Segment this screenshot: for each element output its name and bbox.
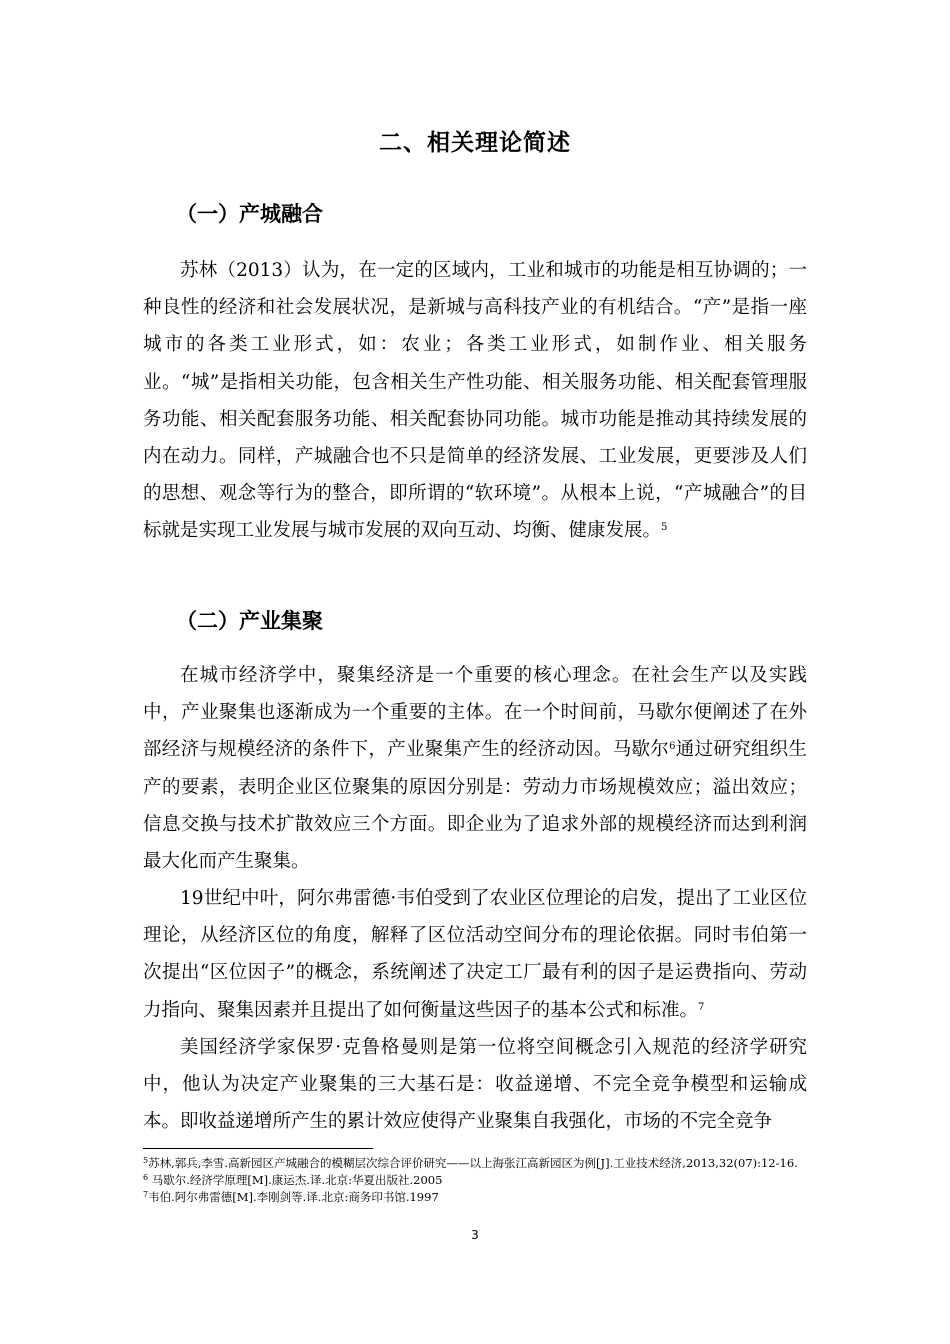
footnotes xyxy=(143,1155,807,1206)
footnote xyxy=(143,1172,807,1189)
footnote-ref[interactable]: 5 xyxy=(661,522,668,534)
paragraph xyxy=(143,1029,807,1141)
footnote-mark: 7 xyxy=(143,1190,149,1199)
paragraph xyxy=(143,252,807,550)
section-heading-1: （一）产城融合 xyxy=(176,202,323,226)
footnote-text: 苏林,郭兵,李雪.高新园区产城融合的模糊层次综合评价研究——以上海张江高新园区为例[J].工业技术经济,2013,32(07):12-16. xyxy=(148,1156,798,1170)
paragraph xyxy=(143,657,807,880)
footnote-text: 马歇尔.经济学原理[M].康运杰.译.北京:华夏出版社.2005 xyxy=(148,1173,443,1187)
footnote-ref[interactable]: 6 xyxy=(669,741,676,753)
paragraph xyxy=(143,880,807,1029)
footnote xyxy=(143,1189,807,1206)
footnote-mark: 5 xyxy=(143,1156,149,1165)
footnote-ref[interactable]: 7 xyxy=(698,1001,705,1013)
footnote-mark: 6 xyxy=(143,1173,149,1182)
paragraph-text: 在城市经济学中，聚集经济是一个重要的核心理念。在社会生产以及实践中，产业聚集也逐渐成为一个重要的主体。在一个时间前，马歇尔便阐述了在外部经济与规模经济的条件下，产业聚集产生的经济动因。马歇尔 xyxy=(143,665,807,761)
paragraph-text: 19世纪中叶，阿尔弗雷德·韦伯受到了农业区位理论的启发，提出了工业区位理论，从经济区位的角度，解释了区位活动空间分布的理论依据。同时韦伯第一次提出“区位因子”的概念，系统阐述了决定工厂最有利的因子是运费指向、劳动力指向、聚集因素并且提出了如何衡量这些因子的基本公式和标准。 xyxy=(143,888,807,1021)
paragraph-text: 苏林（2013）认为，在一定的区域内，工业和城市的功能是相互协调的；一种良性的经济和社会发展状况，是新城与高科技产业的有机结合。“产”是指一座城市的各类工业形式，如：农业；各类工业形式，如制作业、相关服务业。“城”是指相关功能，包含相关生产性功能、相关服务功能、相关配套管理服务功能、相关配套服务功能、相关配套协同功能。城市功能是推动其持续发展的内在动力。同样，产城融合也不只是简单的经济发展、工业发展，更要涉及人们的思想、观念等行为的整合，即所谓的“软环境”。从根本上说，“产城融合”的目标就是实现工业发展与城市发展的双向互动、均衡、健康发展。 xyxy=(143,260,807,542)
footnote-separator xyxy=(143,1148,373,1149)
section-heading-2: （二）产业集聚 xyxy=(176,609,323,633)
footnote xyxy=(143,1155,807,1172)
page-number: 3 xyxy=(471,1228,479,1242)
chapter-title: 二、相关理论简述 xyxy=(379,130,571,156)
paragraph-text: 美国经济学家保罗·克鲁格曼则是第一位将空间概念引入规范的经济学研究中，他认为决定产业聚集的三大基石是：收益递增、不完全竞争模型和运输成本。即收益递增所产生的累计效应使得产业聚集自我强化，市场的不完全竞争 xyxy=(143,1037,807,1133)
paragraph-text: 通过研究组织生产的要素，表明企业区位聚集的原因分别是：劳动力市场规模效应；溢出效应；信息交换与技术扩散效应三个方面。即企业为了追求外部的规模经济而达到利润最大化而产生聚集。 xyxy=(143,739,807,873)
footnote-text: 韦伯.阿尔弗雷德[M].李刚剑等.译.北京:商务印书馆.1997 xyxy=(148,1190,439,1204)
